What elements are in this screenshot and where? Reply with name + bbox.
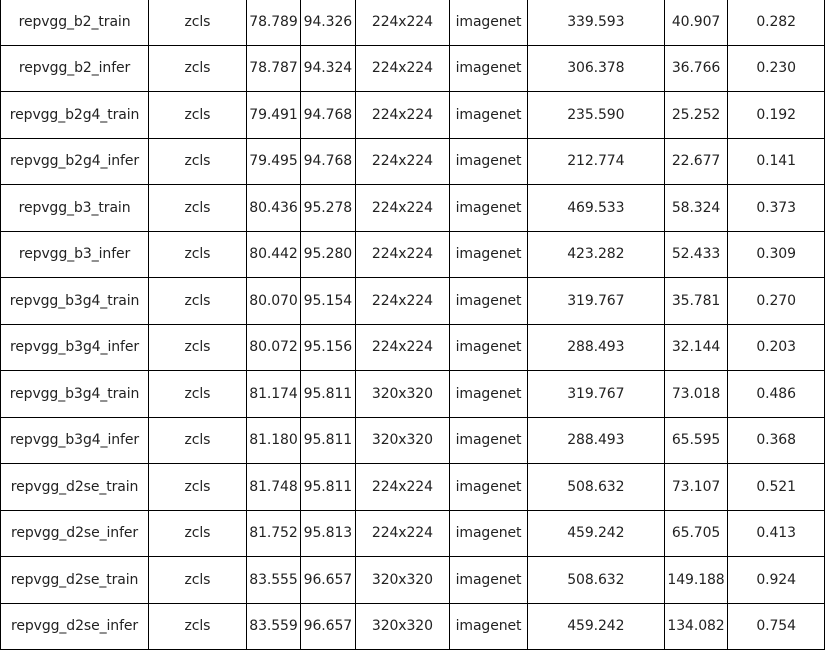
params-cell: 65.705: [664, 510, 727, 557]
latency-cell: 0.141: [728, 138, 825, 185]
top1-accuracy-cell: 80.072: [246, 324, 300, 371]
params-cell: 40.907: [664, 0, 727, 45]
dataset-cell: imagenet: [450, 324, 528, 371]
params-cell: 58.324: [664, 185, 727, 232]
latency-cell: 0.309: [728, 231, 825, 278]
flops-cell: 459.242: [527, 603, 664, 650]
params-cell: 134.082: [664, 603, 727, 650]
framework-cell: zcls: [149, 45, 247, 92]
top5-accuracy-cell: 95.811: [301, 371, 355, 418]
params-cell: 73.018: [664, 371, 727, 418]
dataset-cell: imagenet: [450, 557, 528, 604]
latency-cell: 0.373: [728, 185, 825, 232]
dataset-cell: imagenet: [450, 45, 528, 92]
input-size-cell: 224x224: [355, 464, 450, 511]
flops-cell: 459.242: [527, 510, 664, 557]
dataset-cell: imagenet: [450, 185, 528, 232]
model-name-cell: repvgg_d2se_train: [1, 464, 149, 511]
model-name-cell: repvgg_b2_infer: [1, 45, 149, 92]
input-size-cell: 224x224: [355, 0, 450, 45]
model-name-cell: repvgg_b3g4_infer: [1, 417, 149, 464]
top5-accuracy-cell: 95.813: [301, 510, 355, 557]
framework-cell: zcls: [149, 464, 247, 511]
table-body: [1, 0, 825, 650]
top5-accuracy-cell: 95.154: [301, 278, 355, 325]
top1-accuracy-cell: 81.748: [246, 464, 300, 511]
flops-cell: 319.767: [527, 278, 664, 325]
params-cell: 22.677: [664, 138, 727, 185]
latency-cell: 0.230: [728, 45, 825, 92]
input-size-cell: 320x320: [355, 417, 450, 464]
top1-accuracy-cell: 78.789: [246, 0, 300, 45]
flops-cell: 306.378: [527, 45, 664, 92]
latency-cell: 0.270: [728, 278, 825, 325]
table-row: [1, 185, 825, 232]
top1-accuracy-cell: 79.495: [246, 138, 300, 185]
latency-cell: 0.368: [728, 417, 825, 464]
top1-accuracy-cell: 81.752: [246, 510, 300, 557]
top5-accuracy-cell: 95.811: [301, 417, 355, 464]
dataset-cell: imagenet: [450, 603, 528, 650]
model-name-cell: repvgg_b3g4_infer: [1, 324, 149, 371]
framework-cell: zcls: [149, 371, 247, 418]
table-row: [1, 464, 825, 511]
params-cell: 25.252: [664, 92, 727, 139]
top1-accuracy-cell: 80.436: [246, 185, 300, 232]
top5-accuracy-cell: 95.156: [301, 324, 355, 371]
input-size-cell: 224x224: [355, 278, 450, 325]
top1-accuracy-cell: 78.787: [246, 45, 300, 92]
latency-cell: 0.192: [728, 92, 825, 139]
table-row: [1, 231, 825, 278]
latency-cell: 0.924: [728, 557, 825, 604]
model-name-cell: repvgg_d2se_infer: [1, 510, 149, 557]
model-name-cell: repvgg_b2_train: [1, 0, 149, 45]
flops-cell: 423.282: [527, 231, 664, 278]
top1-accuracy-cell: 79.491: [246, 92, 300, 139]
top5-accuracy-cell: 94.768: [301, 92, 355, 139]
top1-accuracy-cell: 81.174: [246, 371, 300, 418]
flops-cell: 508.632: [527, 464, 664, 511]
latency-cell: 0.754: [728, 603, 825, 650]
latency-cell: 0.486: [728, 371, 825, 418]
input-size-cell: 224x224: [355, 324, 450, 371]
model-name-cell: repvgg_b2g4_train: [1, 92, 149, 139]
input-size-cell: 224x224: [355, 138, 450, 185]
params-cell: 52.433: [664, 231, 727, 278]
params-cell: 36.766: [664, 45, 727, 92]
top5-accuracy-cell: 95.811: [301, 464, 355, 511]
framework-cell: zcls: [149, 603, 247, 650]
table-row: [1, 603, 825, 650]
top5-accuracy-cell: 94.326: [301, 0, 355, 45]
model-name-cell: repvgg_b3g4_train: [1, 278, 149, 325]
table-row: [1, 0, 825, 45]
top5-accuracy-cell: 96.657: [301, 603, 355, 650]
flops-cell: 288.493: [527, 324, 664, 371]
dataset-cell: imagenet: [450, 510, 528, 557]
table-row: [1, 417, 825, 464]
model-name-cell: repvgg_d2se_infer: [1, 603, 149, 650]
params-cell: 65.595: [664, 417, 727, 464]
latency-cell: 0.521: [728, 464, 825, 511]
flops-cell: 469.533: [527, 185, 664, 232]
input-size-cell: 320x320: [355, 603, 450, 650]
input-size-cell: 224x224: [355, 185, 450, 232]
params-cell: 73.107: [664, 464, 727, 511]
params-cell: 149.188: [664, 557, 727, 604]
table-row: [1, 324, 825, 371]
input-size-cell: 224x224: [355, 92, 450, 139]
framework-cell: zcls: [149, 510, 247, 557]
framework-cell: zcls: [149, 231, 247, 278]
dataset-cell: imagenet: [450, 231, 528, 278]
input-size-cell: 224x224: [355, 231, 450, 278]
framework-cell: zcls: [149, 185, 247, 232]
dataset-cell: imagenet: [450, 0, 528, 45]
dataset-cell: imagenet: [450, 417, 528, 464]
latency-cell: 0.413: [728, 510, 825, 557]
table-row: [1, 92, 825, 139]
framework-cell: zcls: [149, 92, 247, 139]
latency-cell: 0.203: [728, 324, 825, 371]
framework-cell: zcls: [149, 138, 247, 185]
top5-accuracy-cell: 96.657: [301, 557, 355, 604]
top1-accuracy-cell: 81.180: [246, 417, 300, 464]
dataset-cell: imagenet: [450, 371, 528, 418]
input-size-cell: 224x224: [355, 45, 450, 92]
latency-cell: 0.282: [728, 0, 825, 45]
top1-accuracy-cell: 80.070: [246, 278, 300, 325]
flops-cell: 235.590: [527, 92, 664, 139]
input-size-cell: 320x320: [355, 371, 450, 418]
flops-cell: 319.767: [527, 371, 664, 418]
dataset-cell: imagenet: [450, 278, 528, 325]
flops-cell: 288.493: [527, 417, 664, 464]
dataset-cell: imagenet: [450, 464, 528, 511]
framework-cell: zcls: [149, 417, 247, 464]
model-name-cell: repvgg_b2g4_infer: [1, 138, 149, 185]
params-cell: 35.781: [664, 278, 727, 325]
table-row: [1, 557, 825, 604]
table-row: [1, 510, 825, 557]
top1-accuracy-cell: 80.442: [246, 231, 300, 278]
framework-cell: zcls: [149, 557, 247, 604]
params-cell: 32.144: [664, 324, 727, 371]
table-row: [1, 278, 825, 325]
top5-accuracy-cell: 94.768: [301, 138, 355, 185]
top1-accuracy-cell: 83.555: [246, 557, 300, 604]
input-size-cell: 224x224: [355, 510, 450, 557]
flops-cell: 339.593: [527, 0, 664, 45]
dataset-cell: imagenet: [450, 92, 528, 139]
flops-cell: 508.632: [527, 557, 664, 604]
table-row: [1, 371, 825, 418]
table-row: [1, 45, 825, 92]
model-name-cell: repvgg_b3g4_train: [1, 371, 149, 418]
top5-accuracy-cell: 95.278: [301, 185, 355, 232]
top1-accuracy-cell: 83.559: [246, 603, 300, 650]
model-name-cell: repvgg_b3_infer: [1, 231, 149, 278]
flops-cell: 212.774: [527, 138, 664, 185]
top5-accuracy-cell: 94.324: [301, 45, 355, 92]
framework-cell: zcls: [149, 0, 247, 45]
model-name-cell: repvgg_b3_train: [1, 185, 149, 232]
model-name-cell: repvgg_d2se_train: [1, 557, 149, 604]
framework-cell: zcls: [149, 324, 247, 371]
framework-cell: zcls: [149, 278, 247, 325]
dataset-cell: imagenet: [450, 138, 528, 185]
top5-accuracy-cell: 95.280: [301, 231, 355, 278]
table-row: [1, 138, 825, 185]
input-size-cell: 320x320: [355, 557, 450, 604]
